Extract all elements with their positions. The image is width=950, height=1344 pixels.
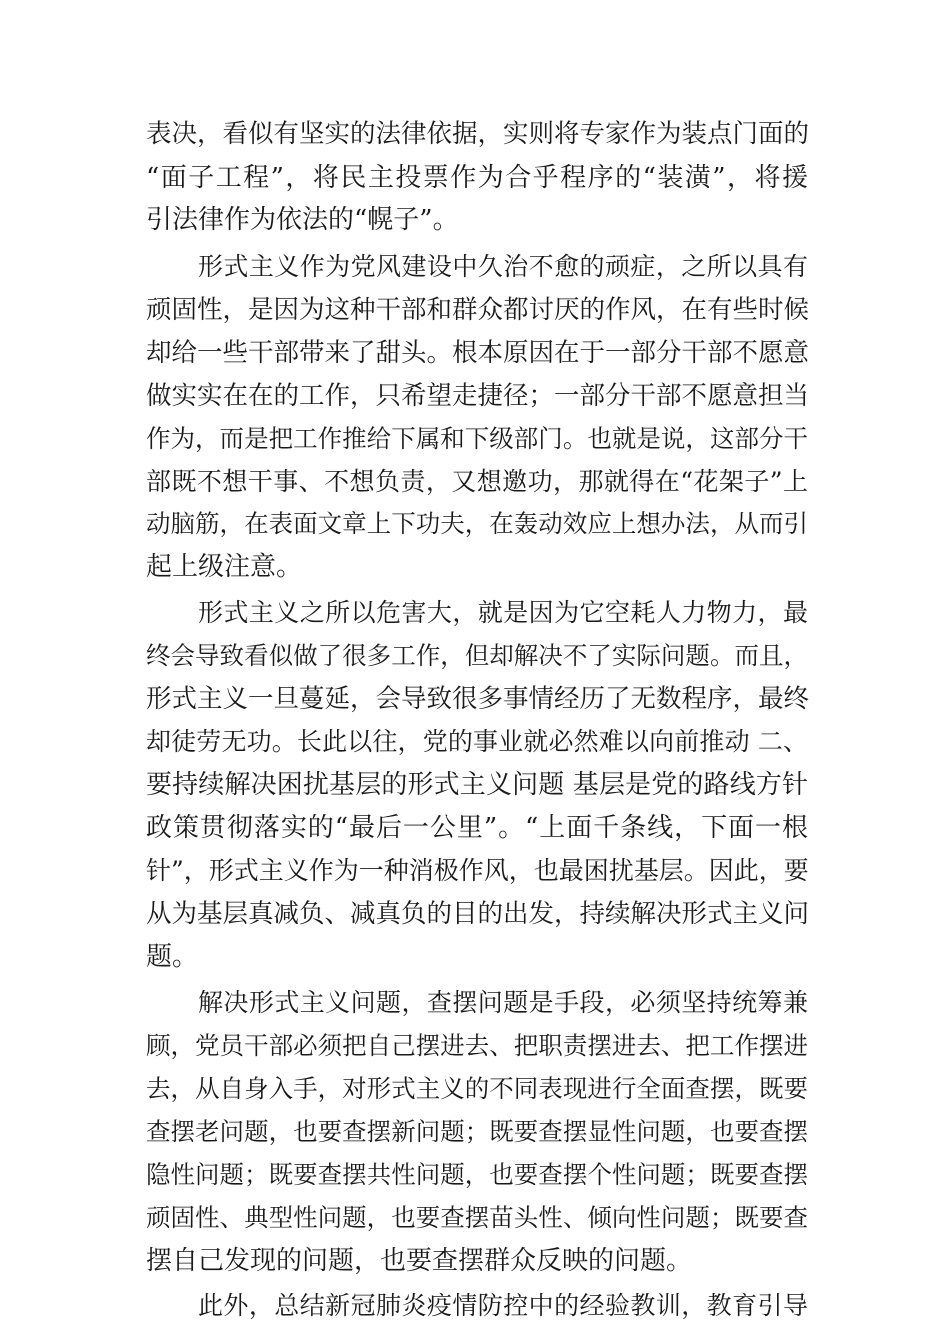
text-line: 终会导致看似做了很多工作，但却解决不了实际问题。而且，: [146, 641, 808, 670]
text-line: 却徒劳无功。长此以往，党的事业就必然难以向前推动 二、: [146, 727, 808, 756]
text-line: 作为，而是把工作推给下属和下级部门。也就是说，这部分干: [146, 424, 808, 453]
text-line: 动脑筋，在表面文章上下功夫，在轰动效应上想办法，从而引: [146, 509, 808, 538]
text-line: 顽固性、典型性问题，也要查摆苗头性、倾向性问题；既要查: [146, 1203, 808, 1232]
text-line: 顾，党员干部必须把自己摆进去、把职责摆进去、把工作摆进: [146, 1031, 808, 1060]
text-line: 引法律作为依法的“幌子”。: [146, 205, 459, 235]
paragraph-first-line: 解决形式主义问题，查摆问题是手段，必须坚持统筹兼: [198, 988, 808, 1017]
text-line: 查摆老问题，也要查摆新问题；既要查摆显性问题，也要查摆: [146, 1117, 808, 1146]
paragraph-first-line: 形式主义之所以危害大，就是因为它空耗人力物力，最: [198, 598, 808, 627]
text-line: 从为基层真减负、减真负的目的出发，持续解决形式主义问: [146, 899, 810, 929]
text-line: 表决，看似有坚实的法律依据，实则将专家作为装点门面的: [146, 119, 810, 149]
text-line: 去，从自身入手，对形式主义的不同表现进行全面查摆，既要: [146, 1074, 808, 1103]
text-line: 政策贯彻落实的“最后一公里”。“上面千条线，下面一根: [146, 813, 808, 843]
text-line: 却给一些干部带来了甜头。根本原因在于一部分干部不愿意: [146, 338, 810, 368]
paragraph-first-line: 形式主义作为党风建设中久治不愈的顽症，之所以具有: [198, 252, 808, 281]
text-line: 顽固性，是因为这种干部和群众都讨厌的作风，在有些时候: [146, 295, 810, 325]
text-line: 形式主义一旦蔓延，会导致很多事情经历了无数程序，最终: [146, 684, 810, 714]
text-line: 起上级注意。: [146, 552, 303, 582]
text-line: “面子工程”，将民主投票作为合乎程序的“装潢”，将援: [146, 163, 808, 193]
text-line: 要持续解决困扰基层的形式主义问题 基层是党的路线方针: [146, 770, 808, 800]
text-line: 做实实在在的工作，只希望走捷径；一部分干部不愿意担当: [146, 381, 810, 411]
text-line: 题。: [146, 942, 199, 972]
text-line: 隐性问题；既要查摆共性问题，也要查摆个性问题；既要查摆: [146, 1160, 808, 1189]
paragraph-first-line: 此外，总结新冠肺炎疫情防控中的经验教训，教育引导: [198, 1291, 808, 1320]
text-line: 摆自己发现的问题，也要查摆群众反映的问题。: [146, 1246, 693, 1276]
text-line: 针”，形式主义作为一种消极作风，也最困扰基层。因此，要: [146, 856, 809, 885]
text-line: 部既不想干事、不想负责，又想邀功，那就得在“花架子”上: [146, 467, 808, 496]
